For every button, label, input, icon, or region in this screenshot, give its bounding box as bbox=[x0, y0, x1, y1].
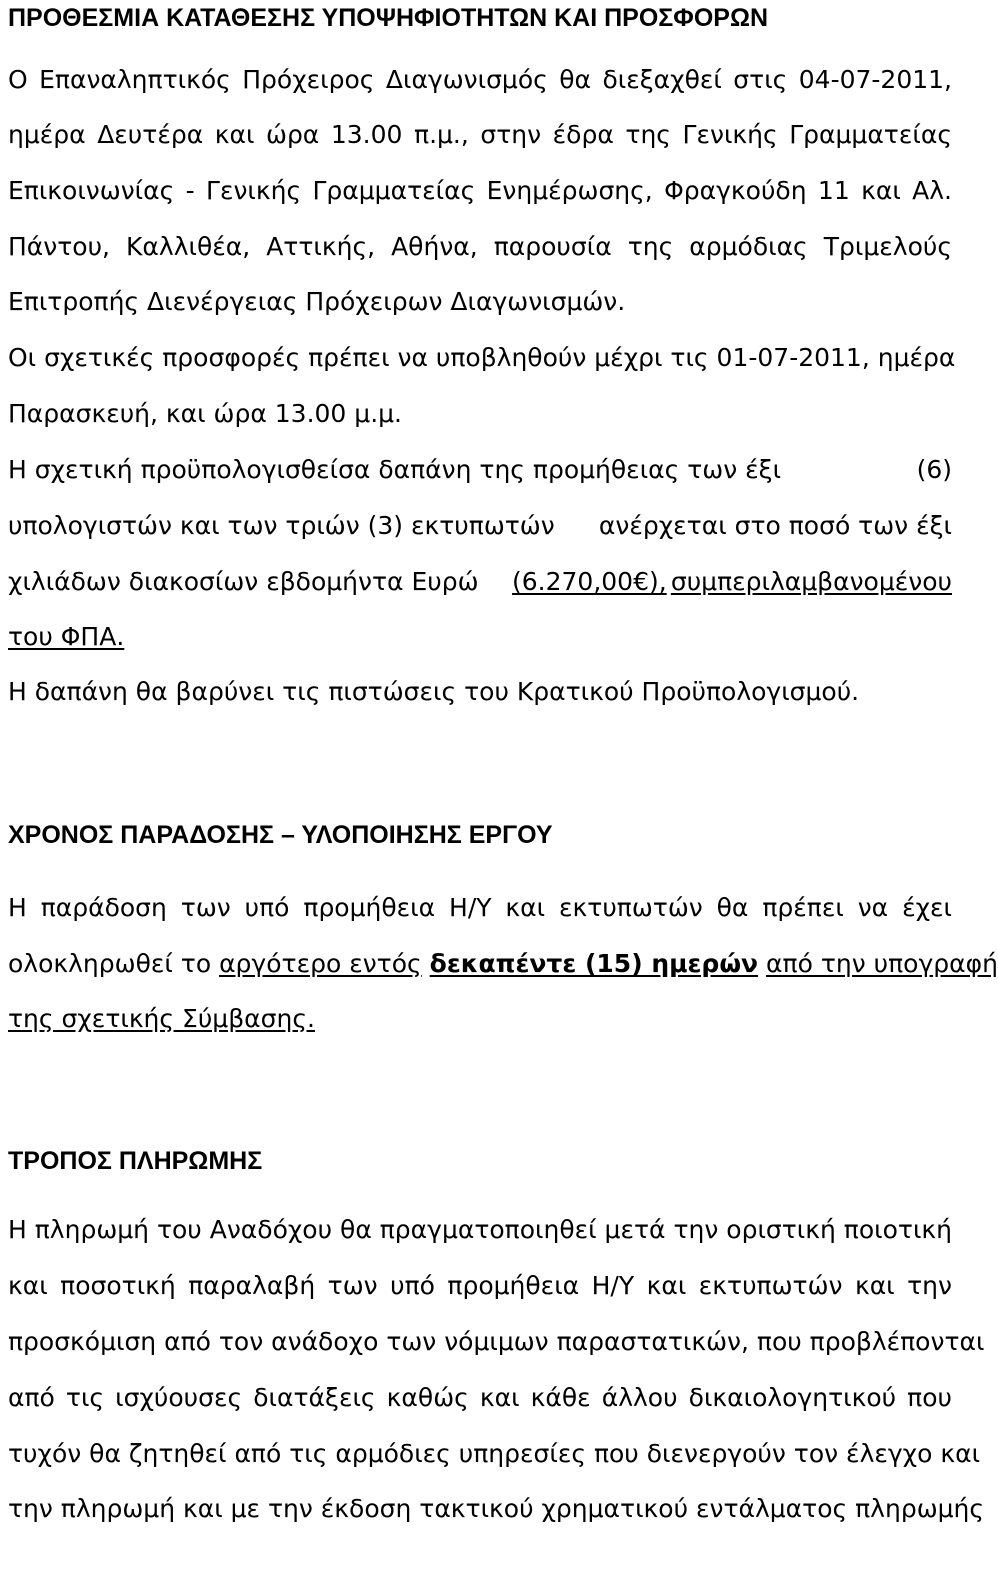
tender-line: ημέρα Δευτέρα και ώρα 13.00 π.μ., στην έδρα της Γενικής Γραμματείας bbox=[8, 120, 952, 149]
cost-line-4: του ΦΠΑ. bbox=[8, 622, 125, 651]
delivery-line-1: Η παράδοση των υπό προμήθεια Η/Υ και εκτυπωτών θα πρέπει να έχει bbox=[8, 893, 952, 922]
heading-payment: ΤΡΟΠΟΣ ΠΛΗΡΩΜΗΣ bbox=[8, 1147, 263, 1175]
payment-line: και ποσοτική παραλαβή των υπό προμήθεια Η/Υ και εκτυπωτών και την bbox=[8, 1271, 952, 1300]
delivery-line-2 bbox=[8, 949, 998, 979]
cost-line-1 bbox=[8, 455, 952, 485]
payment-line: προσκόμιση από τον ανάδοχο των νόμιμων παραστατικών, που προβλέπονται bbox=[8, 1327, 985, 1356]
cost-line-1-text: Η σχετική προϋπολογισθείσα δαπάνη της προμήθειας των έξι bbox=[8, 455, 782, 484]
delivery-deadline: δεκαπέντε (15) ημερών bbox=[429, 949, 759, 978]
cost-line-3-tab: συμπεριλαμβανομένου bbox=[670, 567, 952, 596]
tender-line: Επικοινωνίας - Γενικής Γραμματείας Ενημέρωσης, Φραγκούδη 11 και Αλ. bbox=[8, 176, 952, 205]
payment-line: Η πληρωμή του Αναδόχου θα πραγματοποιηθεί μετά την οριστική ποιοτική bbox=[8, 1215, 952, 1244]
delivery-underlined: αργότερο εντός bbox=[219, 949, 422, 978]
delivery-text: ολοκληρωθεί το bbox=[8, 949, 212, 978]
cost-amount: (6.270,00€), bbox=[512, 567, 667, 596]
delivery-line-3: της σχετικής Σύμβασης. bbox=[8, 1004, 315, 1033]
offers-line: Παρασκευή, και ώρα 13.00 μ.μ. bbox=[8, 399, 402, 428]
tender-line: Επιτροπής Διενέργειας Πρόχειρων Διαγωνισμών. bbox=[8, 287, 626, 316]
cost-line-3 bbox=[8, 567, 952, 597]
payment-line: τυχόν θα ζητηθεί από τις αρμόδιες υπηρεσίες που διενεργούν τον έλεγχο και bbox=[8, 1439, 981, 1468]
heading-delivery: ΧΡΟΝΟΣ ΠΑΡΑΔΟΣΗΣ – ΥΛΟΠΟΙΗΣΗΣ ΕΡΓΟΥ bbox=[8, 821, 553, 849]
offers-line: Οι σχετικές προσφορές πρέπει να υποβληθούν μέχρι τις 01-07-2011, ημέρα bbox=[8, 343, 956, 372]
delivery-underlined: από την υπογραφή bbox=[766, 949, 998, 978]
heading-deadline: ΠΡΟΘΕΣΜΙΑ ΚΑΤΑΘΕΣΗΣ ΥΠΟΨΗΦΙΟΤΗΤΩΝ ΚΑΙ ΠΡΟΣΦΟΡΩΝ bbox=[8, 4, 769, 32]
tender-line: Πάντου, Καλλιθέα, Αττικής, Αθήνα, παρουσία της αρμόδιας Τριμελούς bbox=[8, 232, 952, 261]
cost-line-2-text: υπολογιστών και των τριών (3) εκτυπωτών bbox=[8, 511, 555, 540]
payment-line: την πληρωμή και με την έκδοση τακτικού χρηματικού εντάλματος πληρωμής bbox=[8, 1494, 985, 1523]
tender-line: Ο Επαναληπτικός Πρόχειρος Διαγωνισμός θα διεξαχθεί στις 04-07-2011, bbox=[8, 65, 952, 94]
cost-line-1-tab: (6) bbox=[916, 455, 952, 484]
cost-line-2-tab: ανέρχεται στο ποσό των έξι bbox=[598, 511, 952, 540]
budget-sentence: Η δαπάνη θα βαρύνει τις πιστώσεις του Κρατικού Προϋπολογισμού. bbox=[8, 677, 860, 706]
cost-line-3-text: χιλιάδων διακοσίων εβδομήντα Ευρώ bbox=[8, 567, 479, 596]
cost-line-2 bbox=[8, 511, 952, 541]
payment-line: από τις ισχύουσες διατάξεις καθώς και κάθε άλλου δικαιολογητικού που bbox=[8, 1383, 952, 1412]
